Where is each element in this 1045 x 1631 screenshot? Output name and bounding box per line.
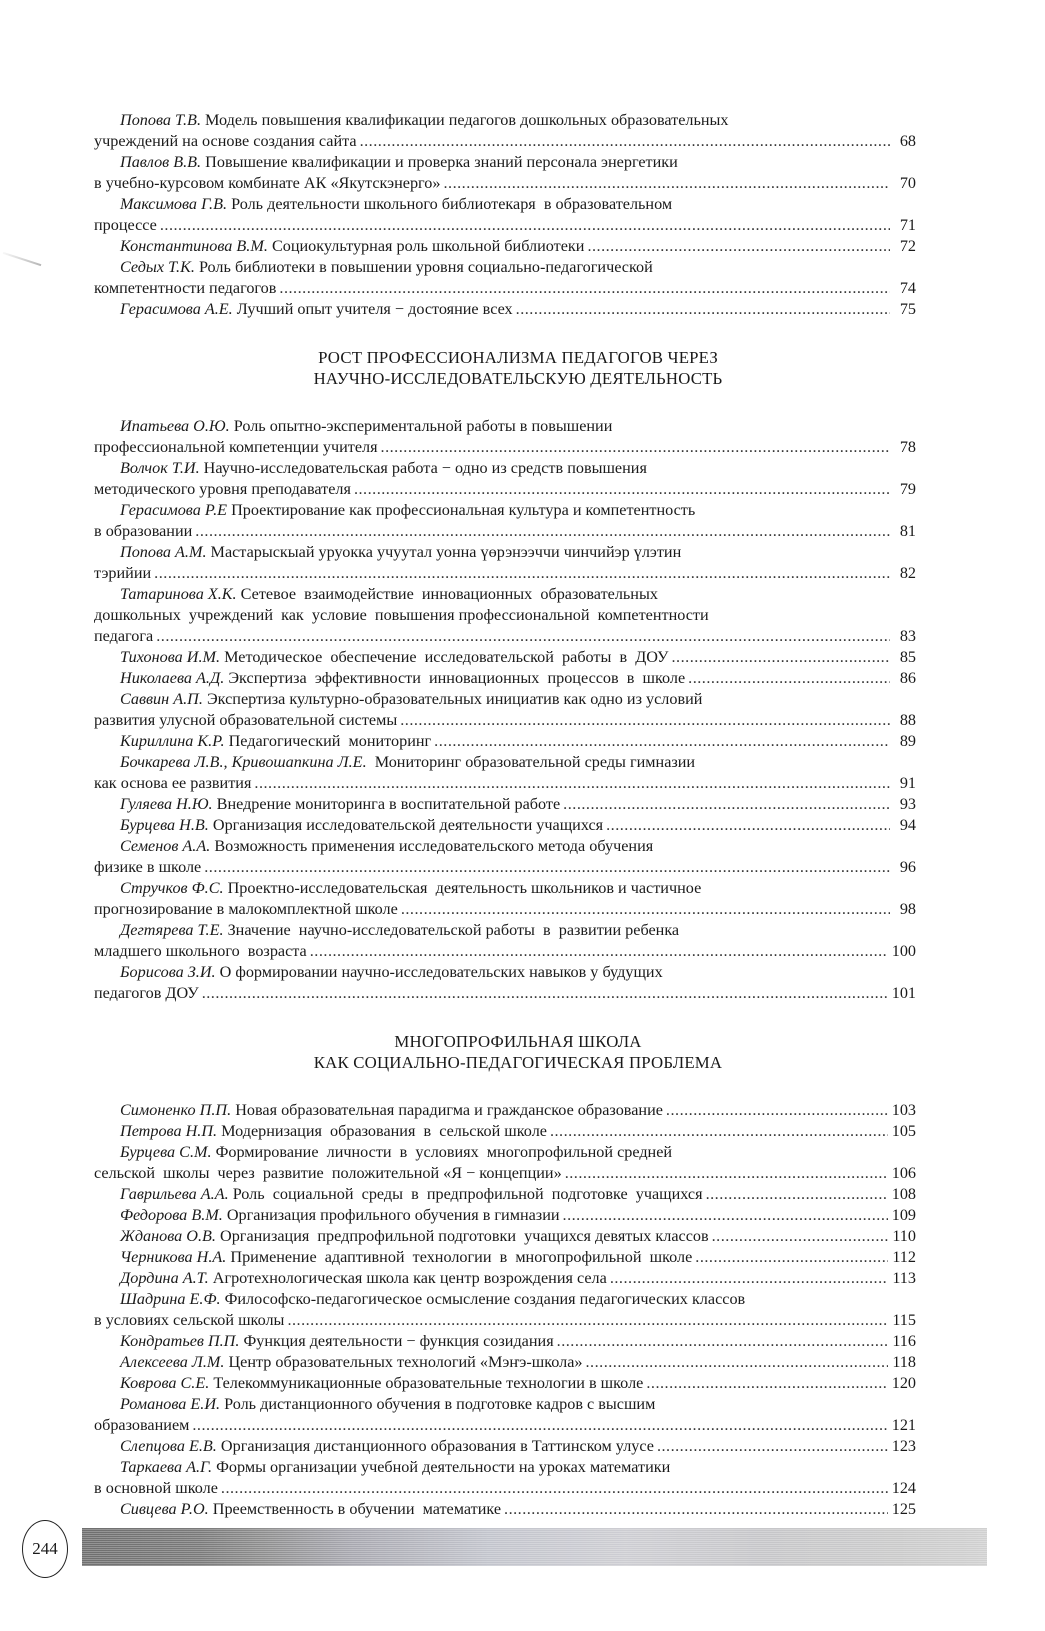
toc-entry-line bbox=[120, 584, 916, 605]
toc-page-number: 89 bbox=[899, 732, 916, 750]
toc-page-number: 105 bbox=[891, 1122, 916, 1140]
page-footer bbox=[12, 1520, 1012, 1580]
toc-entry[interactable] bbox=[120, 1268, 916, 1289]
toc-page-number: 88 bbox=[899, 711, 916, 729]
toc-page-number: 108 bbox=[891, 1185, 916, 1203]
toc-author: Слепцова Е.В. bbox=[120, 1437, 217, 1455]
toc-entry[interactable] bbox=[120, 1121, 916, 1142]
toc-page-number: 106 bbox=[891, 1164, 916, 1182]
toc-page-number: 75 bbox=[899, 300, 916, 318]
toc-title-text: Научно-исследовательская работа − одно из средств повышения bbox=[203, 459, 647, 477]
toc-entry-line bbox=[94, 626, 916, 647]
toc-entry[interactable] bbox=[94, 542, 916, 584]
toc-entry-line bbox=[94, 521, 916, 542]
toc-title-text: Мастарыскыай уруокка учуутал уонна үөрэнээччи чинчийэр үлэтин bbox=[210, 543, 682, 561]
toc-leader-dots bbox=[221, 1478, 888, 1499]
toc-entry-line bbox=[120, 668, 916, 689]
toc-leader-dots bbox=[557, 1331, 889, 1352]
toc-author: Бочкарева Л.В., Кривошапкина Л.Е. bbox=[120, 753, 367, 771]
toc-title-text: в образовании bbox=[94, 522, 193, 540]
toc-author: Волчок Т.И. bbox=[120, 459, 200, 477]
toc-entry[interactable] bbox=[120, 1226, 916, 1247]
toc-leader-dots bbox=[563, 1205, 888, 1226]
toc-title-text: Педагогический мониторинг bbox=[228, 732, 432, 750]
toc-author: Коврова С.Е. bbox=[120, 1374, 210, 1392]
toc-title-text: методического уровня преподавателя bbox=[94, 480, 351, 498]
toc-leader-dots bbox=[516, 299, 890, 320]
toc-entry-line bbox=[94, 563, 916, 584]
toc-entry-line bbox=[120, 1268, 916, 1289]
toc-entry-line bbox=[120, 920, 916, 941]
toc-entry[interactable] bbox=[94, 836, 916, 878]
toc-page-number: 83 bbox=[899, 627, 916, 645]
toc-author: Дордина А.Т. bbox=[120, 1269, 209, 1287]
toc-entry[interactable] bbox=[120, 815, 916, 836]
toc-title-text: Организация исследовательской деятельности учащихся bbox=[212, 816, 604, 834]
toc-entry-line bbox=[120, 110, 916, 131]
toc-page-number: 121 bbox=[891, 1416, 916, 1434]
toc-author: Симоненко П.П. bbox=[120, 1101, 232, 1119]
toc-title-text: профессиональной компетенции учителя bbox=[94, 438, 378, 456]
toc-leader-dots bbox=[695, 1247, 888, 1268]
toc-author: Стручков Ф.С. bbox=[120, 879, 224, 897]
section-heading-line: РОСТ ПРОФЕССИОНАЛИЗМА ПЕДАГОГОВ ЧЕРЕЗ bbox=[318, 348, 718, 367]
toc-leader-dots bbox=[565, 1163, 888, 1184]
toc-author: Гуляева Н.Ю. bbox=[120, 795, 213, 813]
toc-page-number: 124 bbox=[891, 1479, 916, 1497]
toc-author: Романова Е.И. bbox=[120, 1395, 221, 1413]
toc-entry[interactable] bbox=[94, 500, 916, 542]
toc-leader-dots bbox=[666, 1100, 888, 1121]
toc-entry-line bbox=[120, 1247, 916, 1268]
toc-entry-line bbox=[120, 194, 916, 215]
toc-page-number: 103 bbox=[891, 1101, 916, 1119]
toc-title-text: прогнозирование в малокомплектной школе bbox=[94, 900, 398, 918]
toc-entry-line bbox=[120, 152, 916, 173]
toc-entry-line bbox=[120, 689, 916, 710]
toc-entry[interactable] bbox=[94, 878, 916, 920]
toc-entry[interactable] bbox=[94, 110, 916, 152]
toc-title-text: Внедрение мониторинга в воспитательной работе bbox=[216, 795, 561, 813]
toc-page-number: 101 bbox=[891, 984, 916, 1002]
toc-page-number: 85 bbox=[899, 648, 916, 666]
toc-entry[interactable] bbox=[94, 584, 916, 647]
toc-page-number: 91 bbox=[899, 774, 916, 792]
toc-title-text: Экспертиза культурно-образовательных инициатив как одно из условий bbox=[206, 690, 703, 708]
toc-entry-line bbox=[120, 257, 916, 278]
toc-title-text: компетентности педагогов bbox=[94, 279, 277, 297]
toc-title-text: развития улусной образовательной системы bbox=[94, 711, 398, 729]
toc-leader-dots bbox=[192, 1415, 887, 1436]
toc-author: Шадрина Е.Ф. bbox=[120, 1290, 221, 1308]
toc-leader-dots bbox=[400, 710, 890, 731]
toc-entry-line bbox=[120, 752, 916, 773]
toc-entry-line bbox=[120, 236, 916, 257]
toc-title-text: Преемственность в обучении математике bbox=[212, 1500, 502, 1518]
toc-leader-dots bbox=[354, 479, 890, 500]
toc-title-text: Роль дистанционного обучения в подготовке кадров с высшим bbox=[224, 1395, 656, 1413]
toc-page-number: 79 bbox=[899, 480, 916, 498]
toc-page-number: 70 bbox=[899, 174, 916, 192]
toc-leader-dots bbox=[202, 983, 888, 1004]
toc-leader-dots bbox=[381, 437, 890, 458]
toc-entry-line bbox=[120, 794, 916, 815]
toc-entry[interactable] bbox=[120, 1100, 916, 1121]
toc-entry-line bbox=[94, 1310, 916, 1331]
toc-entry[interactable] bbox=[94, 920, 916, 962]
toc-author: Ипатьева О.Ю. bbox=[120, 417, 230, 435]
toc-entry[interactable] bbox=[120, 1352, 916, 1373]
toc-author: Таркаева А.Г. bbox=[120, 1458, 213, 1476]
toc-entry-line bbox=[120, 1394, 916, 1415]
toc-entry[interactable] bbox=[94, 152, 916, 194]
toc-page-number: 93 bbox=[899, 795, 916, 813]
toc-title-text: учреждений на основе создания сайта bbox=[94, 132, 357, 150]
toc-author: Герасимова Р.Е bbox=[120, 501, 228, 519]
toc-entry-line bbox=[120, 1121, 916, 1142]
toc-entry-line bbox=[94, 278, 916, 299]
toc-entry-line bbox=[120, 1436, 916, 1457]
toc-title-text: Проектирование как профессиональная культура и компетентность bbox=[231, 501, 696, 519]
toc-entry-line bbox=[120, 1499, 916, 1520]
scan-artifact-mark bbox=[3, 252, 42, 266]
toc-entry[interactable] bbox=[120, 668, 916, 689]
toc-author: Максимова Г.В. bbox=[120, 195, 228, 213]
toc-entry-line bbox=[94, 605, 916, 626]
toc-title-text: Философско-педагогическое осмысление создания педагогических классов bbox=[224, 1290, 746, 1308]
toc-entry[interactable] bbox=[94, 416, 916, 458]
toc-page-number: 71 bbox=[899, 216, 916, 234]
decorative-gradient-band bbox=[82, 1528, 987, 1566]
toc-author: Кириллина К.Р. bbox=[120, 732, 225, 750]
section-heading-line: КАК СОЦИАЛЬНО-ПЕДАГОГИЧЕСКАЯ ПРОБЛЕМА bbox=[313, 1053, 723, 1072]
toc-leader-dots bbox=[563, 794, 890, 815]
toc-entry-line bbox=[120, 542, 916, 563]
toc-page-number: 112 bbox=[892, 1248, 916, 1266]
section-heading-line: НАУЧНО-ИССЛЕДОВАТЕЛЬСКУЮ ДЕЯТЕЛЬНОСТЬ bbox=[313, 369, 723, 388]
toc-title-text: Лучший опыт учителя − достояние всех bbox=[236, 300, 513, 318]
toc-title-text: как основа ее развития bbox=[94, 774, 252, 792]
toc-leader-dots bbox=[360, 131, 890, 152]
toc-title-text: Проектно-исследовательская деятельность школьников и частичное bbox=[227, 879, 702, 897]
toc-title-text: в условиях сельской школы bbox=[94, 1311, 285, 1329]
toc-entry-line bbox=[120, 1184, 916, 1205]
toc-leader-dots bbox=[254, 773, 890, 794]
toc-leader-dots bbox=[606, 815, 890, 836]
toc-leader-dots bbox=[160, 215, 890, 236]
toc-page-number: 116 bbox=[892, 1332, 916, 1350]
toc-entry-line bbox=[120, 1142, 916, 1163]
table-of-contents bbox=[94, 110, 916, 1520]
toc-entry-line bbox=[94, 1163, 916, 1184]
toc-title-text: Организация предпрофильной подготовки учащихся девятых классов bbox=[220, 1227, 709, 1245]
toc-entry[interactable] bbox=[94, 689, 916, 731]
toc-entry[interactable] bbox=[120, 1331, 916, 1352]
toc-title-text: сельской школы через развитие положительной «Я − концепции» bbox=[94, 1164, 562, 1182]
toc-title-text: в основной школе bbox=[94, 1479, 218, 1497]
toc-title-text: тэрийии bbox=[94, 564, 152, 582]
toc-author: Попова А.М. bbox=[120, 543, 207, 561]
toc-title-text: педагогов ДОУ bbox=[94, 984, 199, 1002]
toc-author: Семенов А.А. bbox=[120, 837, 211, 855]
toc-author: Попова Т.В. bbox=[120, 111, 201, 129]
toc-page-number: 110 bbox=[892, 1227, 916, 1245]
toc-page-number: 86 bbox=[899, 669, 916, 687]
toc-entry[interactable] bbox=[120, 1184, 916, 1205]
toc-leader-dots bbox=[156, 626, 890, 647]
toc-entry-line bbox=[94, 131, 916, 152]
toc-title-text: младшего школьного возраста bbox=[94, 942, 307, 960]
toc-title-text: Роль деятельности школьного библиотекаря в образовательном bbox=[231, 195, 673, 213]
toc-entry-line bbox=[120, 962, 916, 983]
toc-leader-dots bbox=[712, 1226, 889, 1247]
toc-title-text: Агротехнологическая школа как центр возрождения села bbox=[212, 1269, 607, 1287]
toc-leader-dots bbox=[672, 647, 891, 668]
toc-leader-dots bbox=[287, 1310, 888, 1331]
toc-entry-line bbox=[94, 710, 916, 731]
toc-entry[interactable] bbox=[120, 1373, 916, 1394]
toc-title-text: О формировании научно-исследовательских навыков у будущих bbox=[219, 963, 663, 981]
toc-author: Татаринова Х.К. bbox=[120, 585, 237, 603]
toc-author: Герасимова А.Е. bbox=[120, 300, 233, 318]
toc-page-number: 96 bbox=[899, 858, 916, 876]
toc-entry[interactable] bbox=[94, 962, 916, 1004]
toc-page-number: 123 bbox=[891, 1437, 916, 1455]
toc-entry-line bbox=[120, 1457, 916, 1478]
toc-author: Кондратьев П.П. bbox=[120, 1332, 240, 1350]
toc-author: Сивцева Р.О. bbox=[120, 1500, 209, 1518]
toc-author: Черникова Н.А. bbox=[120, 1248, 227, 1266]
toc-title-text: Модернизация образования в сельской школе bbox=[221, 1122, 547, 1140]
toc-entry-line bbox=[94, 215, 916, 236]
toc-entry-line bbox=[94, 773, 916, 794]
toc-leader-dots bbox=[434, 731, 890, 752]
toc-entry-line bbox=[120, 1352, 916, 1373]
toc-entry-line bbox=[120, 731, 916, 752]
toc-page-number: 81 bbox=[899, 522, 916, 540]
toc-page-number: 68 bbox=[899, 132, 916, 150]
toc-author: Жданова О.В. bbox=[120, 1227, 216, 1245]
toc-entry-line bbox=[94, 941, 916, 962]
toc-leader-dots bbox=[586, 1352, 889, 1373]
toc-entry[interactable] bbox=[120, 1499, 916, 1520]
toc-author: Дегтярева Т.Е. bbox=[120, 921, 224, 939]
toc-entry-line bbox=[120, 815, 916, 836]
toc-author: Николаева А.Д. bbox=[120, 669, 225, 687]
toc-author: Алексеева Л.М. bbox=[120, 1353, 225, 1371]
toc-title-text: физике в школе bbox=[94, 858, 202, 876]
toc-leader-dots bbox=[504, 1499, 888, 1520]
toc-entry[interactable] bbox=[120, 236, 916, 257]
toc-title-text: Модель повышения квалификации педагогов дошкольных образовательных bbox=[205, 111, 729, 129]
toc-leader-dots bbox=[646, 1373, 887, 1394]
toc-leader-dots bbox=[310, 941, 888, 962]
toc-entry-line bbox=[120, 1226, 916, 1247]
toc-leader-dots bbox=[443, 173, 890, 194]
toc-title-text: образованием bbox=[94, 1416, 190, 1434]
toc-author: Федорова В.М. bbox=[120, 1206, 223, 1224]
toc-entry-line bbox=[120, 1331, 916, 1352]
toc-entry[interactable] bbox=[94, 752, 916, 794]
toc-page-number: 100 bbox=[891, 942, 916, 960]
toc-entry[interactable] bbox=[94, 194, 916, 236]
toc-author: Тихонова И.М. bbox=[120, 648, 221, 666]
toc-page-number: 94 bbox=[899, 816, 916, 834]
toc-author: Петрова Н.П. bbox=[120, 1122, 218, 1140]
toc-entry[interactable] bbox=[94, 1394, 916, 1436]
section-heading bbox=[120, 347, 916, 389]
toc-page-number: 74 bbox=[899, 279, 916, 297]
toc-page-number: 120 bbox=[891, 1374, 916, 1392]
toc-title-text: Функция деятельности − функция созидания bbox=[243, 1332, 554, 1350]
toc-author: Саввин А.П. bbox=[120, 690, 203, 708]
toc-page-number: 82 bbox=[899, 564, 916, 582]
toc-page-number: 115 bbox=[892, 1311, 916, 1329]
toc-page-number: 78 bbox=[899, 438, 916, 456]
toc-entry-line bbox=[120, 878, 916, 899]
toc-entry-line bbox=[94, 173, 916, 194]
toc-entry-line bbox=[94, 479, 916, 500]
toc-entry-line bbox=[94, 437, 916, 458]
toc-entry[interactable] bbox=[120, 647, 916, 668]
toc-title-text: Социокультурная роль школьной библиотеки bbox=[271, 237, 585, 255]
toc-title-text: процессе bbox=[94, 216, 157, 234]
toc-author: Павлов В.В. bbox=[120, 153, 202, 171]
toc-entry[interactable] bbox=[120, 1436, 916, 1457]
toc-author: Гаврильева А.А. bbox=[120, 1185, 229, 1203]
toc-title-text: Центр образовательных технологий «Мэҥэ-школа» bbox=[228, 1353, 583, 1371]
toc-entry-line bbox=[94, 1415, 916, 1436]
toc-leader-dots bbox=[195, 521, 890, 542]
toc-entry-line bbox=[120, 1289, 916, 1310]
toc-title-text: Роль библиотеки в повышении уровня социально-педагогической bbox=[198, 258, 653, 276]
toc-page-number: 113 bbox=[892, 1269, 916, 1287]
toc-entry-line bbox=[120, 458, 916, 479]
page-number-badge: 244 bbox=[22, 1520, 68, 1578]
toc-author: Константинова В.М. bbox=[120, 237, 268, 255]
toc-title-text: Повышение квалификации и проверка знаний персонала энергетики bbox=[205, 153, 678, 171]
toc-leader-dots bbox=[587, 236, 890, 257]
toc-leader-dots bbox=[688, 668, 890, 689]
toc-title-text: Мониторинг образовательной среды гимназии bbox=[370, 753, 696, 771]
toc-title-text: в учебно-курсовом комбинате АК «Якутскэнерго» bbox=[94, 174, 441, 192]
toc-leader-dots bbox=[706, 1184, 888, 1205]
toc-entry-line bbox=[120, 1205, 916, 1226]
toc-entry[interactable] bbox=[94, 1289, 916, 1331]
toc-title-text: Возможность применения исследовательского метода обучения bbox=[214, 837, 654, 855]
toc-entry-line bbox=[94, 899, 916, 920]
toc-page-number: 109 bbox=[891, 1206, 916, 1224]
toc-leader-dots bbox=[657, 1436, 888, 1457]
toc-entry-line bbox=[94, 857, 916, 878]
toc-entry[interactable] bbox=[120, 731, 916, 752]
toc-leader-dots bbox=[154, 563, 890, 584]
toc-entry[interactable] bbox=[94, 1142, 916, 1184]
toc-leader-dots bbox=[401, 899, 890, 920]
toc-author: Бурцева Н.В. bbox=[120, 816, 209, 834]
toc-entry-line bbox=[94, 983, 916, 1004]
toc-leader-dots bbox=[204, 857, 890, 878]
toc-entry-line bbox=[120, 647, 916, 668]
toc-entry-line bbox=[120, 836, 916, 857]
toc-author: Седых Т.К. bbox=[120, 258, 195, 276]
toc-entry-line bbox=[120, 500, 916, 521]
toc-leader-dots bbox=[610, 1268, 888, 1289]
toc-page-number: 98 bbox=[899, 900, 916, 918]
toc-leader-dots bbox=[550, 1121, 888, 1142]
section-heading-line: МНОГОПРОФИЛЬНАЯ ШКОЛА bbox=[394, 1032, 642, 1051]
toc-title-text: Экспертиза эффективности инновационных процессов в школе bbox=[228, 669, 686, 687]
toc-entry[interactable] bbox=[120, 299, 916, 320]
toc-entry-line bbox=[120, 1373, 916, 1394]
toc-entry[interactable] bbox=[94, 257, 916, 299]
toc-title-text: Применение адаптивной технологии в многопрофильной школе bbox=[230, 1248, 693, 1266]
toc-leader-dots bbox=[279, 278, 890, 299]
toc-entry[interactable] bbox=[94, 1457, 916, 1499]
toc-title-text: Методическое обеспечение исследовательской работы в ДОУ bbox=[224, 648, 669, 666]
toc-title-text: Новая образовательная парадигма и гражданское образование bbox=[235, 1101, 663, 1119]
toc-title-text: педагога bbox=[94, 627, 154, 645]
toc-entry[interactable] bbox=[94, 458, 916, 500]
toc-page-number: 118 bbox=[892, 1353, 916, 1371]
toc-page-number: 72 bbox=[899, 237, 916, 255]
section-heading bbox=[120, 1031, 916, 1073]
toc-entry[interactable] bbox=[120, 1247, 916, 1268]
toc-title-text: Формы организации учебной деятельности на уроках математики bbox=[216, 1458, 671, 1476]
toc-entry-line bbox=[94, 1478, 916, 1499]
toc-title-text: Организация профильного обучения в гимназии bbox=[226, 1206, 560, 1224]
toc-title-text: Сетевое взаимодействие инновационных образовательных bbox=[240, 585, 658, 603]
toc-entry-line bbox=[120, 299, 916, 320]
toc-title-text: Организация дистанционного образования в Таттинском улусе bbox=[220, 1437, 654, 1455]
toc-author: Бурцева С.М. bbox=[120, 1143, 212, 1161]
toc-title-text: Формирование личности в условиях многопрофильной средней bbox=[215, 1143, 673, 1161]
toc-page-number: 125 bbox=[891, 1500, 916, 1518]
toc-title-text: Телекоммуникационные образовательные технологии в школе bbox=[213, 1374, 644, 1392]
toc-title-text: дошкольных учреждений как условие повышения профессиональной компетентности bbox=[94, 606, 709, 624]
toc-entry[interactable] bbox=[120, 794, 916, 815]
toc-author: Борисова З.И. bbox=[120, 963, 216, 981]
toc-title-text: Роль социальной среды в предпрофильной подготовке учащихся bbox=[232, 1185, 703, 1203]
toc-title-text: Значение научно-исследовательской работы в развитии ребенка bbox=[227, 921, 680, 939]
toc-entry-line bbox=[120, 416, 916, 437]
toc-entry[interactable] bbox=[120, 1205, 916, 1226]
toc-title-text: Роль опытно-экспериментальной работы в повышении bbox=[233, 417, 613, 435]
toc-entry-line bbox=[120, 1100, 916, 1121]
